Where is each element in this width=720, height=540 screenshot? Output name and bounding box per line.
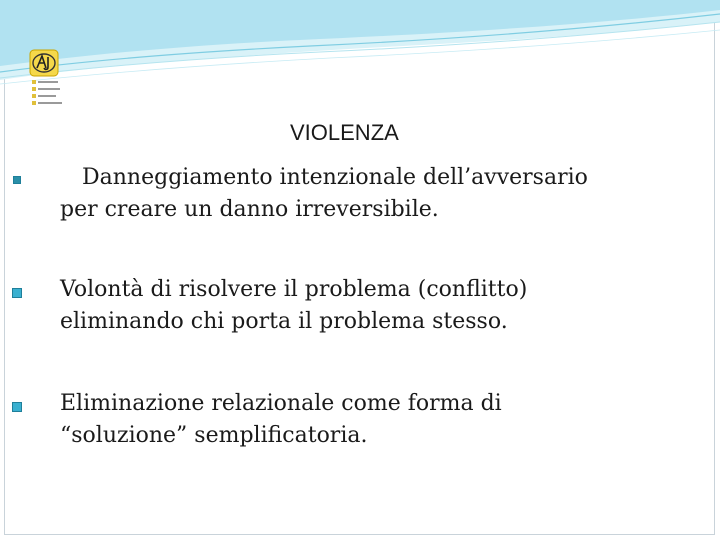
square-bullet-icon xyxy=(12,288,22,298)
bullet-item-2-line-1: Volontà di risolvere il problema (conflitto) xyxy=(60,277,528,302)
bullet-item-1 xyxy=(60,162,680,226)
bullet-item-3-line-2: “soluzione” semplificatoria. xyxy=(60,423,368,448)
square-bullet-icon xyxy=(12,176,22,186)
bullet-item-2 xyxy=(60,274,680,338)
bullet-item-3 xyxy=(60,388,680,452)
bullet-item-1-line-2: per creare un danno irreversibile. xyxy=(60,197,439,222)
bullet-item-2-line-2: eliminando chi porta il problema stesso. xyxy=(60,309,508,334)
organization-logo xyxy=(28,48,84,110)
bullet-item-1-line-1: Danneggiamento intenzionale dell’avversario xyxy=(82,165,588,190)
square-bullet-icon xyxy=(12,402,22,412)
slide-title: VIOLENZA xyxy=(290,120,399,145)
bullet-item-3-line-1: Eliminazione relazionale come forma di xyxy=(60,391,502,416)
header-wave-decoration xyxy=(0,0,720,90)
